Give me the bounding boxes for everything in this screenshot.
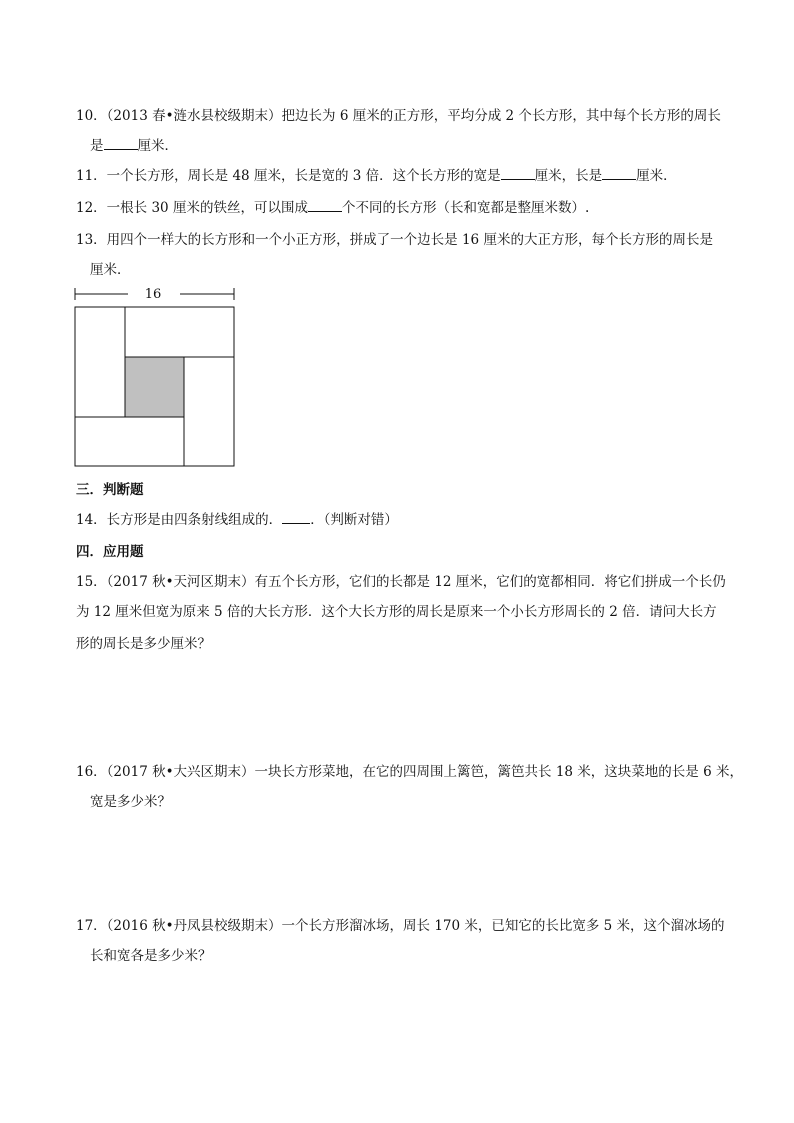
- q13-line1: 13．用四个一样大的长方形和一个小正方形，拼成了一个边长是 16 厘米的大正方形，每个长方形的周长是: [76, 232, 713, 248]
- q16-line2: 宽是多少米？: [90, 794, 171, 810]
- q10-answer-blank[interactable]: [104, 137, 138, 150]
- q12-answer-blank[interactable]: [308, 199, 342, 212]
- q11-line: [76, 164, 677, 184]
- q17-line1: 17．（2016 秋•丹凤县校级期末）一个长方形溜冰场，周长 170 米，已知它的长比宽多 5 米，这个溜冰场的: [76, 918, 725, 934]
- rect-right-vertical: [184, 357, 234, 466]
- q10-line2: [90, 134, 178, 154]
- section4-title: 四．应用题: [76, 544, 144, 560]
- q15-line2: 为 12 厘米但宽为原来 5 倍的大长方形．这个大长方形的周长是原来一个小长方形周长的 2 倍．请问大长方: [76, 604, 717, 620]
- small-square: [125, 357, 184, 417]
- q14-line: [76, 508, 398, 528]
- section3-title: 三．判断题: [76, 482, 144, 498]
- q14-text-pre: 14．长方形是由四条射线组成的．: [76, 512, 283, 528]
- q13-figure: [70, 282, 240, 472]
- rect-top-left-vertical: [75, 307, 125, 417]
- rect-bottom-horizontal: [75, 417, 184, 466]
- q11-length-blank[interactable]: [602, 167, 636, 180]
- q13-line2: 厘米．: [90, 262, 131, 278]
- q10-line1: 10．（2013 春•涟水县校级期末）把边长为 6 厘米的正方形，平均分成 2 个长方形，其中每个长方形的周长: [76, 108, 721, 124]
- q11-text-mid: 厘米，长是: [534, 168, 603, 184]
- q11-text-post: 厘米．: [636, 168, 677, 184]
- q11-width-blank[interactable]: [501, 167, 535, 180]
- q12-line: [76, 196, 589, 216]
- q10-text-pre: 是: [90, 138, 104, 154]
- q11-text-pre: 11．一个长方形，周长是 48 厘米，长是宽的 3 倍．这个长方形的宽是: [76, 168, 501, 184]
- rect-top-horizontal: [125, 307, 234, 357]
- q12-text-pre: 12．一根长 30 厘米的铁丝，可以围成: [76, 200, 308, 216]
- q14-text-post: ．（判断对错）: [310, 512, 398, 528]
- q12-text-post: 个不同的长方形（长和宽都是整厘米数）.: [341, 200, 590, 216]
- dimension-label: 16: [144, 287, 162, 302]
- q16-line1: 16．（2017 秋•大兴区期末）一块长方形菜地，在它的四周围上篱笆，篱笆共长 18 米，这块菜地的长是 6 米，: [76, 764, 743, 780]
- q10-text-post: 厘米．: [137, 138, 178, 154]
- q15-line1: 15．（2017 秋•天河区期末）有五个长方形，它们的长都是 12 厘米，它们的宽都相同．将它们拼成一个长仍: [76, 574, 726, 590]
- q17-line2: 长和宽各是多少米？: [90, 948, 212, 964]
- q14-answer-blank[interactable]: [282, 511, 310, 524]
- q15-line3: 形的周长是多少厘米？: [76, 636, 211, 652]
